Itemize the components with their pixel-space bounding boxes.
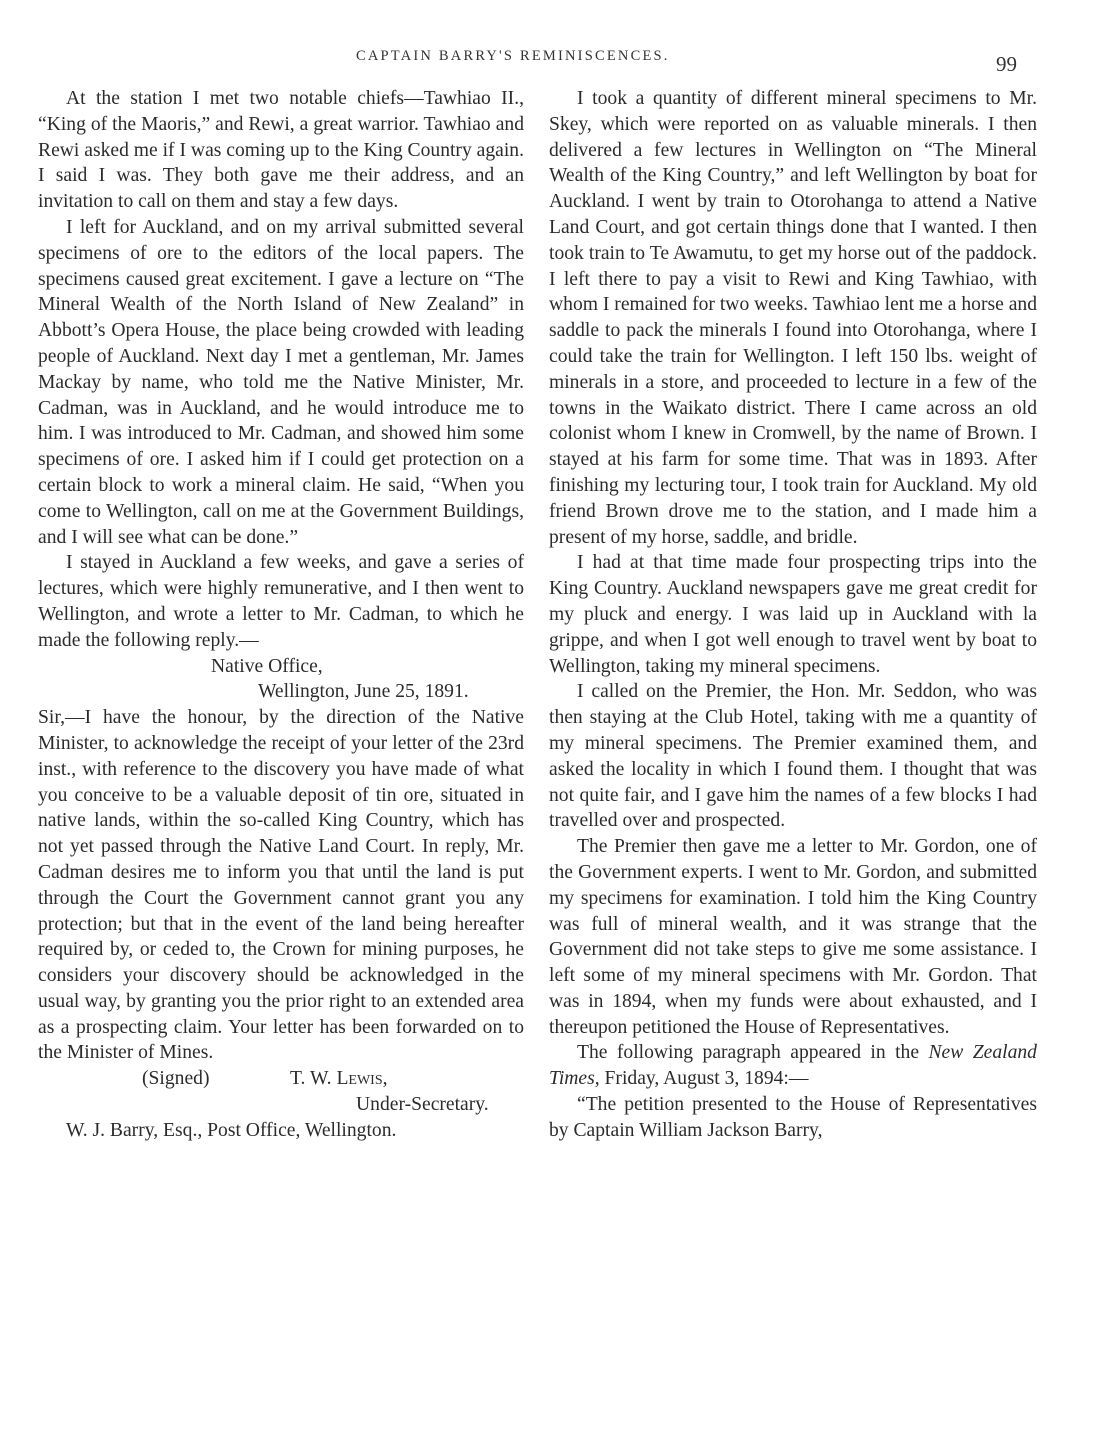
letter-signed-label: (Signed) [142, 1068, 210, 1090]
paragraph-petition-quote: “The petition presented to the House of Representatives by Captain William Jackson Barry, [549, 1094, 1037, 1141]
newspaper-intro-lead: The following paragraph appeared in the [577, 1042, 920, 1064]
paragraph-newspaper-intro [549, 1040, 1037, 1092]
left-column [38, 86, 524, 1144]
paragraph-chiefs: At the station I met two notable chiefs—Tawhiao II., “King of the Maoris,” and Rewi, a great warrior. Tawhiao and Rewi asked me if I was coming up to the King Country again. I said I was. They both gave me their address, and an invitation to call on them and stay a few days. [38, 88, 524, 213]
paragraph-premier-seddon: I called on the Premier, the Hon. Mr. Seddon, who was then staying at the Club Hotel, taking with me a quantity of my mineral specimens. The Premier examined them, and asked the locality in which I found them. I thought that was not quite fair, and I gave him the names of a few blocks I had travelled over and prospected. [549, 681, 1037, 832]
right-column [549, 86, 1037, 1144]
letter-signature-line [38, 1066, 524, 1092]
letter-signatory: T. W. Lewis, [290, 1068, 388, 1090]
paragraph-mineral-specimens: I took a quantity of different mineral specimens to Mr. Skey, which were reported on as valuable minerals. I then delivered a few lectures in Wellington on “The Mineral Wealth of the King Country,” and left Wellington by boat for Auckland. I went by train to Otorohanga to attend a Native Land Court, and got certain things done that I wanted. I then took train to Te Awamutu, to get my horse out of the paddock. I left there to pay a visit to Rewi and King Tawhiao, with whom I remained for two weeks. Tawhiao lent me a horse and saddle to pack the minerals I found into Otorohanga, where I could take the train for Wellington. I left 150 lbs. weight of minerals in a store, and proceeded to lecture in a few of the towns in the Waikato district. There I came across an old colonist whom I knew in Cromwell, by the name of Brown. I stayed at his farm for some time. That was in 1893. After finishing my lecturing tour, I took train for Auckland. My old friend Brown drove me to the station, and I made him a present of my horse, saddle, and bridle. [549, 88, 1037, 548]
letter-date: Wellington, June 25, 1891. [258, 681, 469, 703]
paragraph-auckland-lecture: I left for Auckland, and on my arrival submitted several specimens of ore to the editors of the local papers. The specimens caused great excitement. I gave a lecture on “The Mineral Wealth of the North Island of New Zealand” in Abbott’s Opera House, the place being crowded with leading people of Auckland. Next day I met a gentleman, Mr. James Mackay by name, who told me the Native Minister, Mr. Cadman, was in Auckland, and he would introduce me to him. I was introduced to Mr. Cadman, and showed him some specimens of ore. I asked him if I could get protection on a certain block to work a mineral claim. He said, “When you come to Wellington, call on me at the Government Buildings, and I will see what can be done.” [38, 216, 524, 548]
paragraph-prospecting-trips: I had at that time made four prospecting trips into the King Country. Auckland newspapers gave me great credit for my pluck and energy. I was laid up in Auckland with la grippe, and when I got well enough to travel went by boat to Wellington, taking my mineral specimens. [549, 552, 1037, 677]
paragraph-mr-gordon: The Premier then gave me a letter to Mr. Gordon, one of the Government experts. I went to Mr. Gordon, and submitted my specimens for examination. I told him the King Country was full of mineral wealth, and it was strange that the Government did not take steps to give me some assistance. I left some of my mineral specimens with Mr. Gordon. That was in 1894, when my funds were about exhausted, and I thereupon petitioned the House of Representatives. [549, 836, 1037, 1038]
letter-signatory-title: Under-Secretary. [356, 1094, 489, 1116]
newspaper-title: New Zealand Times [549, 1042, 1037, 1090]
letter-addressee: W. J. Barry, Esq., Post Office, Wellington. [66, 1119, 397, 1141]
paragraph-letter-to-cadman: I stayed in Auckland a few weeks, and gave a series of lectures, which were highly remunerative, and I then went to Wellington, and wrote a letter to Mr. Cadman, to which he made the following reply.— [38, 552, 524, 651]
letter-office: Native Office, [211, 655, 323, 677]
newspaper-intro-tail: , Friday, August 3, 1894:— [594, 1068, 809, 1090]
running-header: CAPTAIN BARRY'S REMINISCENCES. [356, 48, 670, 64]
letter-body: Sir,—I have the honour, by the direction of the Native Minister, to acknowledge the receipt of your letter of the 23rd inst., with reference to the discovery you have made of what you conceive to be a valuable deposit of tin ore, situated in native lands, within the so-called King Country, which has not yet passed through the Native Land Court. In reply, Mr. Cadman desires me to inform you that until the land is put through the Court the Government cannot grant you any protection; but that in the event of the land being hereafter required by, or ceded to, the Crown for mining purposes, he considers your discovery should be acknowledged in the usual way, by granting you the prior right to an extended area as a prospecting claim. Your letter has been forwarded on to the Minister of Mines. [38, 707, 524, 1064]
page-number: 99 [996, 52, 1017, 76]
